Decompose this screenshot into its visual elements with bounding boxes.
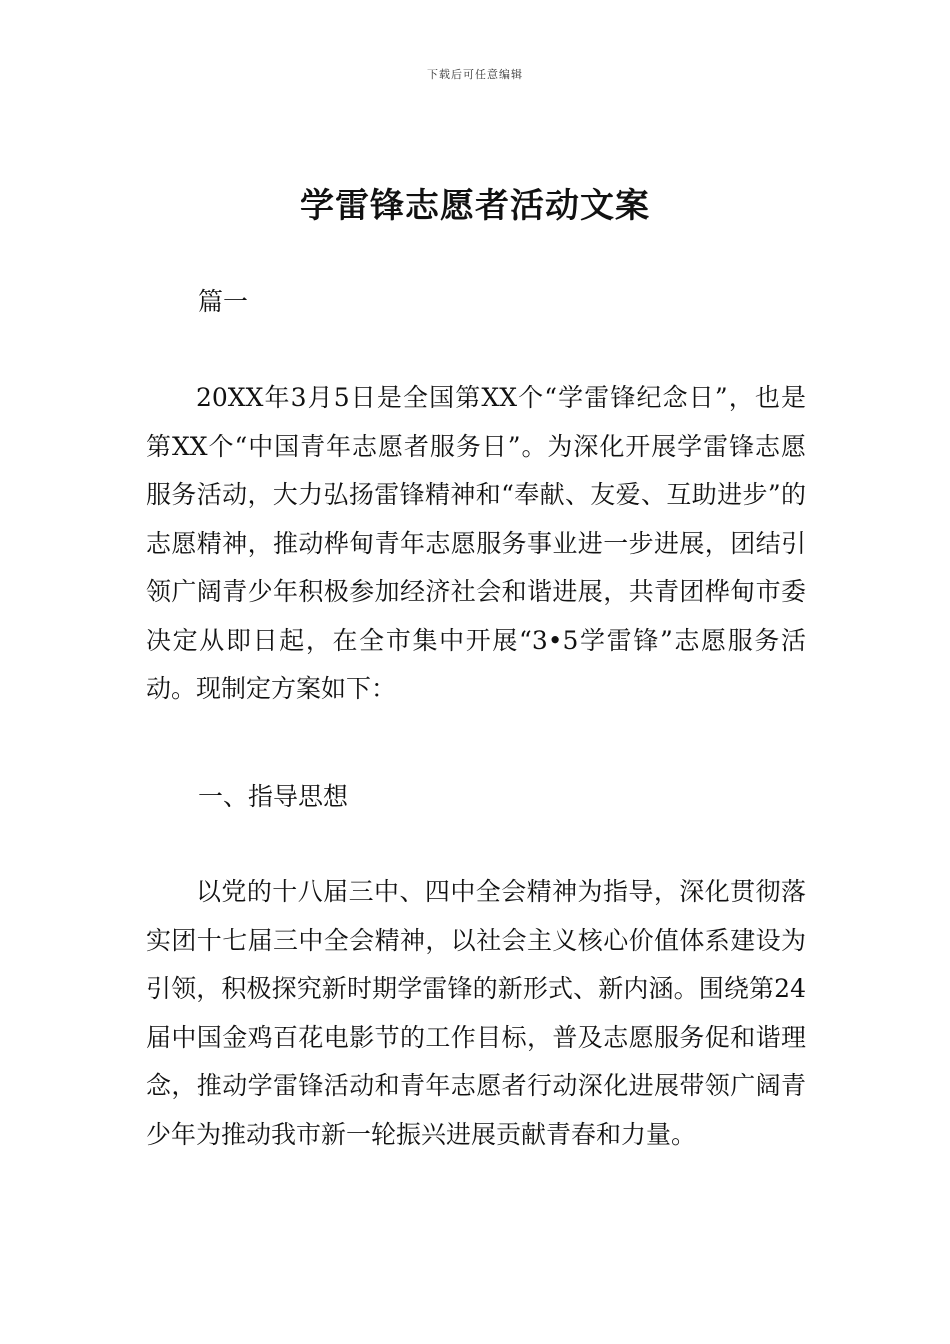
header-note: 下载后可任意编辑 xyxy=(427,68,523,81)
intro-paragraph: 20XX年3月5日是全国第XX个“学雷锋纪念日”，也是第XX个“中国青年志愿者服务日”。为深化开展学雷锋志愿服务活动，大力弘扬雷锋精神和“奉献、友爱、互助进步”的志愿精神，推动桦甸青年志愿服务事业进一步进展，团结引领广阔青少年积极参加经济社会和谐进展，共青团桦甸市委决定从即日起，在全市集中开展“3•5学雷锋”志愿服务活动。现制定方案如下： xyxy=(146,383,806,703)
guiding-paragraph: 以党的十八届三中、四中全会精神为指导，深化贯彻落实团十七届三中全会精神，以社会主义核心价值体系建设为引领，积极探究新时期学雷锋的新形式、新内涵。围绕第24届中国金鸡百花电影节的工作目标，普及志愿服务促和谐理念，推动学雷锋活动和青年志愿者行动深化进展带领广阔青少年为推动我市新一轮振兴进展贡献青春和力量。 xyxy=(146,877,806,1149)
heading-guiding-thought: 一、指导思想 xyxy=(198,782,349,811)
document-title: 学雷锋志愿者活动文案 xyxy=(300,186,650,226)
section-label: 篇一 xyxy=(198,287,249,316)
